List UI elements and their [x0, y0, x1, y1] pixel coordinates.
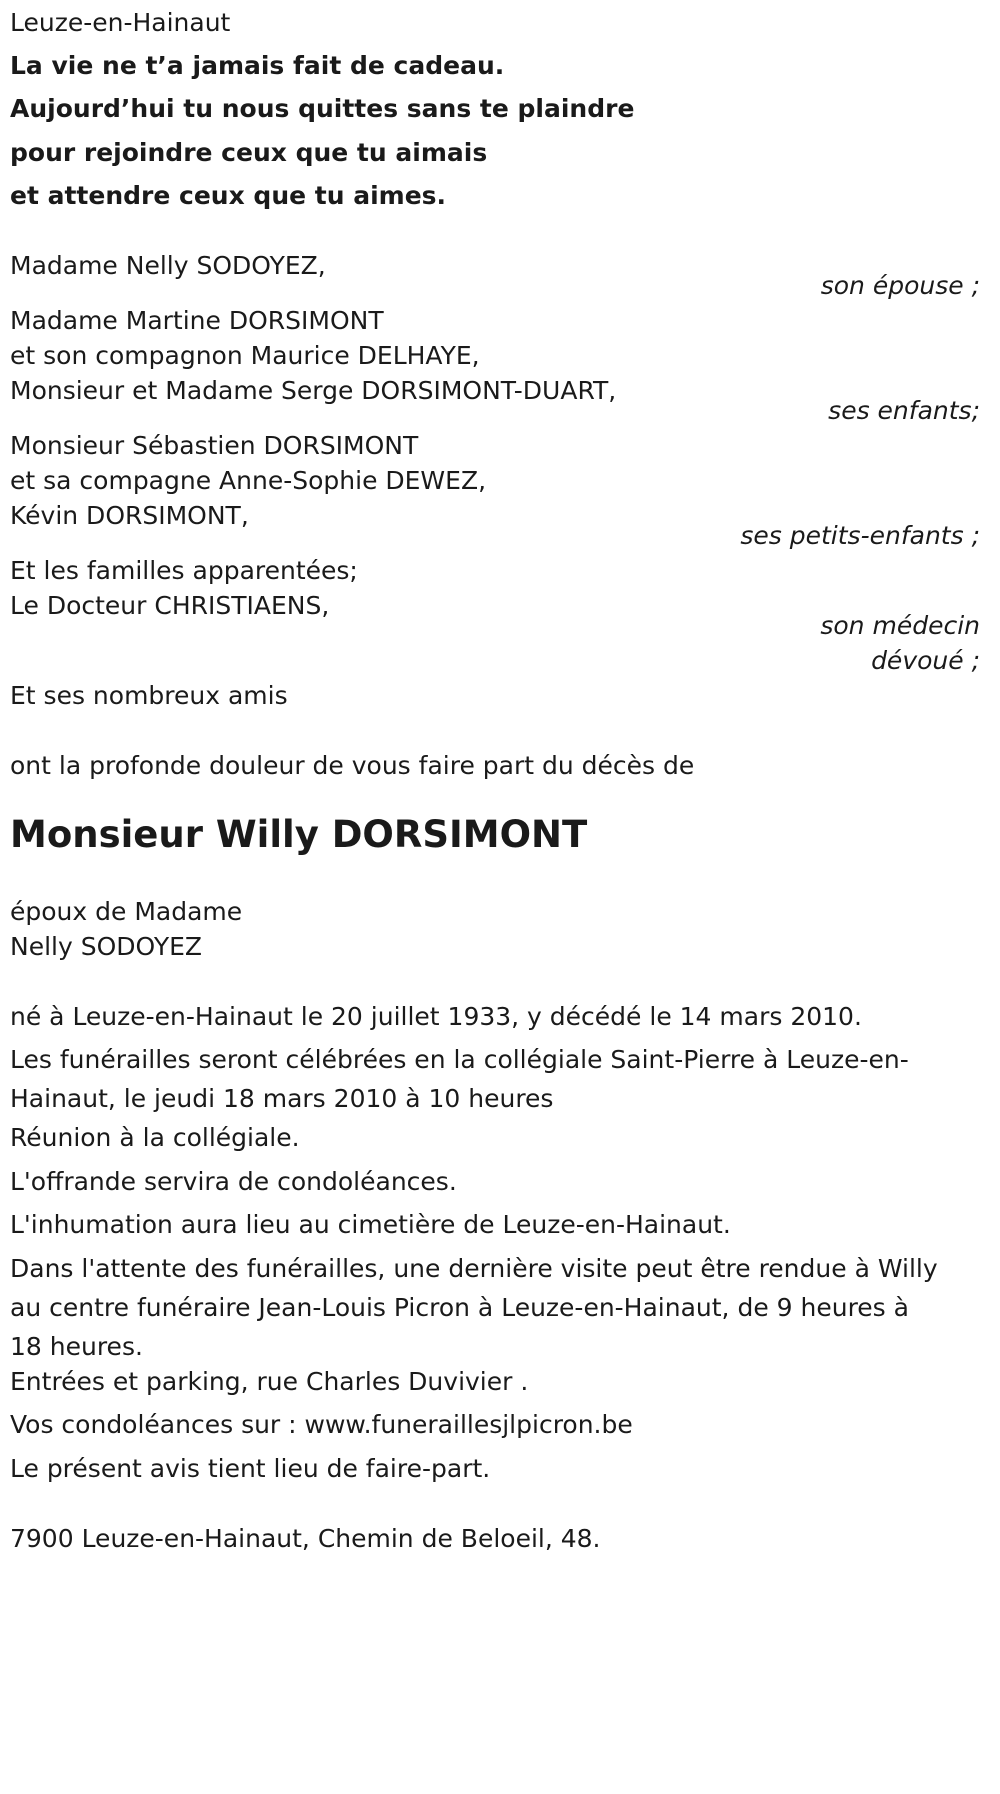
details-line: L'inhumation aura lieu au cimetière de Leuze-en-Hainaut.: [10, 1210, 731, 1239]
visit-paragraph: Dans l'attente des funérailles, une dernière visite peut être rendue à Willy au centre funéraire Jean-Louis Picron à Leuze-en-Hainaut, de 9 heures à 18 heures.: [10, 1254, 938, 1361]
doctor-role: son médecin: [820, 611, 980, 640]
spouse-name: Madame Nelly SODOYEZ,: [10, 251, 326, 280]
grandchild-line: et sa compagne Anne-Sophie DEWEZ,: [10, 466, 487, 495]
funeral-paragraph: Les funérailles seront célébrées en la collégiale Saint-Pierre à Leuze-en-Hainaut, le jeudi 18 mars 2010 à 10 heures: [10, 1045, 909, 1113]
grandchild-line: Monsieur Sébastien DORSIMONT: [10, 431, 419, 460]
grandchild-line: Kévin DORSIMONT,: [10, 501, 249, 530]
grandchildren-role: ses petits-enfants ;: [740, 521, 980, 550]
details-line: L'offrande servira de condoléances.: [10, 1167, 457, 1196]
deceased-spouse: Nelly SODOYEZ: [10, 932, 203, 961]
announcement: ont la profonde douleur de vous faire part du décès de: [10, 751, 695, 780]
spouse-role: son épouse ;: [820, 271, 980, 300]
details-line: Le présent avis tient lieu de faire-part.: [10, 1454, 491, 1483]
details-line: Entrées et parking, rue Charles Duvivier .: [10, 1367, 529, 1396]
deceased-spouse: époux de Madame: [10, 897, 243, 926]
poem-line: pour rejoindre ceux que tu aimais: [10, 138, 488, 167]
header-place: Leuze-en-Hainaut: [10, 8, 231, 37]
child-line: Madame Martine DORSIMONT: [10, 306, 384, 335]
address-line: 7900 Leuze-en-Hainaut, Chemin de Beloeil, 48.: [10, 1524, 601, 1553]
deceased-name: Monsieur Willy DORSIMONT: [10, 813, 588, 856]
birth-death-line: né à Leuze-en-Hainaut le 20 juillet 1933, y décédé le 14 mars 2010.: [10, 1002, 862, 1031]
poem-line: Aujourd’hui tu nous quittes sans te plaindre: [10, 94, 635, 123]
details-line: Réunion à la collégiale.: [10, 1123, 300, 1152]
poem-line: La vie ne t’a jamais fait de cadeau.: [10, 51, 505, 80]
child-line: Monsieur et Madame Serge DORSIMONT-DUART,: [10, 376, 617, 405]
children-role: ses enfants;: [828, 396, 980, 425]
related-families: Et les familles apparentées;: [10, 556, 358, 585]
doctor-role: dévoué ;: [871, 646, 980, 675]
friends-line: Et ses nombreux amis: [10, 681, 288, 710]
poem-line: et attendre ceux que tu aimes.: [10, 181, 447, 210]
doctor-name: Le Docteur CHRISTIAENS,: [10, 591, 330, 620]
condolences-line: Vos condoléances sur : www.funeraillesjlpicron.be: [10, 1410, 633, 1439]
child-line: et son compagnon Maurice DELHAYE,: [10, 341, 480, 370]
